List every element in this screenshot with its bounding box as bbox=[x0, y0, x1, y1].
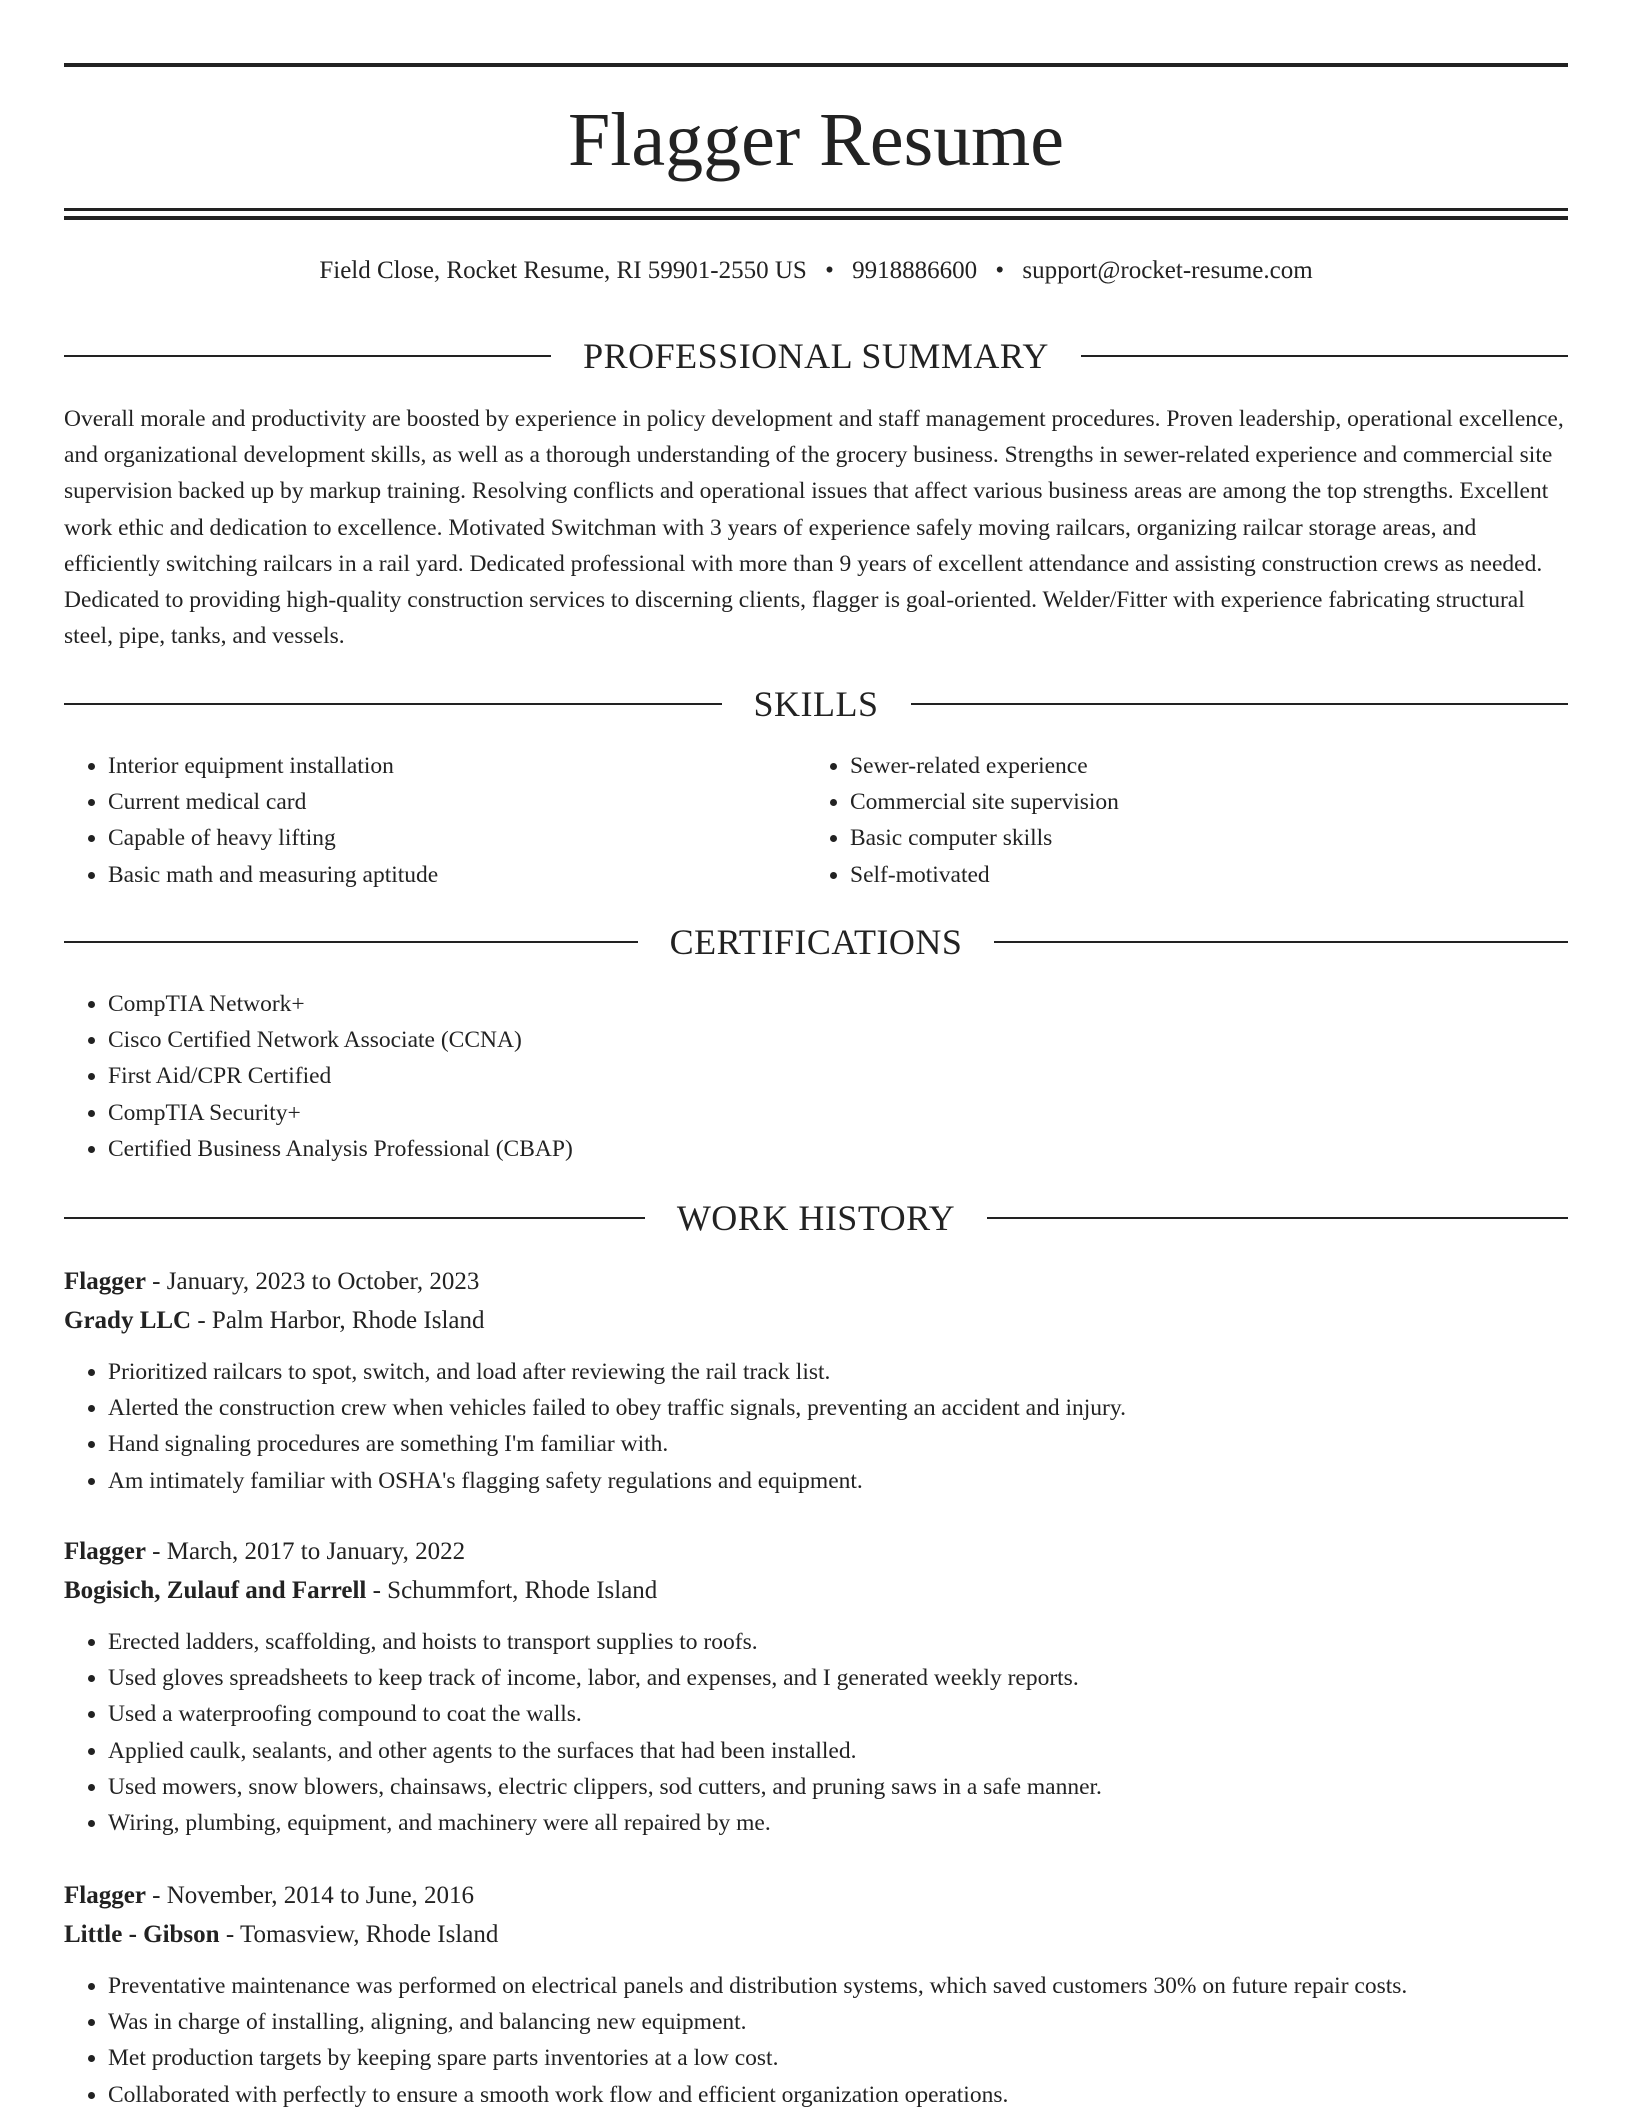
skill-item: • Sewer-related experience bbox=[850, 748, 1119, 784]
contact-separator: • bbox=[825, 257, 834, 284]
job-location: - Palm Harbor, Rhode Island bbox=[191, 1307, 485, 1334]
heading-rule bbox=[64, 941, 638, 943]
job-title-line bbox=[64, 1532, 1568, 1571]
section-title: SKILLS bbox=[753, 684, 879, 724]
section-title: PROFESSIONAL SUMMARY bbox=[583, 336, 1049, 376]
skills-list bbox=[64, 748, 438, 893]
certifications-list bbox=[64, 986, 573, 1167]
job-company-line bbox=[64, 1301, 1568, 1340]
certification-item: • CompTIA Security+ bbox=[108, 1095, 573, 1131]
top-rule bbox=[64, 63, 1568, 67]
job-title-line bbox=[64, 1262, 1568, 1301]
job-duty: • Applied caulk, sealants, and other agents to the surfaces that had been installed. bbox=[108, 1733, 1568, 1769]
job-duty: • Alerted the construction crew when vehicles failed to obey traffic signals, preventing an accident and injury. bbox=[108, 1390, 1568, 1426]
certification-item: • CompTIA Network+ bbox=[108, 986, 573, 1022]
heading-rule bbox=[64, 703, 722, 705]
contact-line bbox=[64, 254, 1568, 288]
skill-item: • Commercial site supervision bbox=[850, 784, 1119, 820]
skill-item: • Interior equipment installation bbox=[108, 748, 438, 784]
job-dates: - November, 2014 to June, 2016 bbox=[145, 1882, 475, 1909]
job-duties-list bbox=[64, 1968, 1568, 2113]
job-role: Flagger bbox=[64, 1268, 146, 1295]
job-duty: • Preventative maintenance was performed on electrical panels and distribution systems, which saved customers 30% on future repair costs. bbox=[108, 1968, 1568, 2004]
skills-list bbox=[806, 748, 1119, 893]
heading-rule bbox=[64, 355, 551, 357]
heading-rule bbox=[987, 1217, 1568, 1219]
job-duty: • Was in charge of installing, aligning, and balancing new equipment. bbox=[108, 2004, 1568, 2040]
job-duties-list bbox=[64, 1624, 1568, 1841]
title-double-rule bbox=[64, 208, 1568, 220]
certification-item: • First Aid/CPR Certified bbox=[108, 1058, 573, 1094]
job-duty: • Used a waterproofing compound to coat the walls. bbox=[108, 1696, 1568, 1732]
skill-item: • Current medical card bbox=[108, 784, 438, 820]
skill-item: • Self-motivated bbox=[850, 857, 1119, 893]
job-dates: - January, 2023 to October, 2023 bbox=[145, 1268, 480, 1295]
skill-item: • Basic computer skills bbox=[850, 820, 1119, 856]
job-title-line bbox=[64, 1876, 1568, 1915]
job-company: Little - Gibson bbox=[64, 1921, 220, 1948]
certification-item: • Certified Business Analysis Professional (CBAP) bbox=[108, 1131, 573, 1167]
contact-phone: 9918886600 bbox=[852, 257, 978, 284]
job-duty: • Collaborated with perfectly to ensure a smooth work flow and efficient organization operations. bbox=[108, 2077, 1568, 2113]
heading-rule bbox=[64, 1217, 645, 1219]
job-location: - Tomasview, Rhode Island bbox=[219, 1921, 499, 1948]
job-role: Flagger bbox=[64, 1538, 146, 1565]
heading-rule bbox=[911, 703, 1569, 705]
job-role: Flagger bbox=[64, 1882, 146, 1909]
job-entry bbox=[64, 1532, 1568, 1841]
job-dates: - March, 2017 to January, 2022 bbox=[145, 1538, 466, 1565]
job-duty: • Used mowers, snow blowers, chainsaws, electric clippers, sod cutters, and pruning saws in a safe manner. bbox=[108, 1769, 1568, 1805]
heading-rule bbox=[994, 941, 1568, 943]
section-heading-skills bbox=[64, 682, 1568, 726]
job-duty: • Prioritized railcars to spot, switch, and load after reviewing the rail track list. bbox=[108, 1354, 1568, 1390]
job-location: - Schummfort, Rhode Island bbox=[366, 1577, 658, 1604]
section-title: CERTIFICATIONS bbox=[669, 922, 963, 962]
job-company: Grady LLC bbox=[64, 1307, 192, 1334]
job-duty: • Erected ladders, scaffolding, and hoists to transport supplies to roofs. bbox=[108, 1624, 1568, 1660]
job-duty: • Am intimately familiar with OSHA's flagging safety regulations and equipment. bbox=[108, 1463, 1568, 1499]
summary-text: Overall morale and productivity are boosted by experience in policy development and staff management procedures. Proven leadership, operational excellence, and organizational development skills, as well as a thorough understanding of the grocery business. Strengths in sewer-related experience and commercial site supervision backed up by markup training. Resolving conflicts and operational issues that affect various business areas are among the top strengths. Excellent work ethic and dedication to excellence. Motivated Switchman with 3 years of experience safely moving railcars, organizing railcar storage areas, and efficiently switching railcars in a rail yard. Dedicated professional with more than 9 years of excellent attendance and assisting construction crews as needed. Dedicated to providing high-quality construction services to discerning clients, flagger is goal-oriented. Welder/Fitter with experience fabricating structural steel, pipe, tanks, and vessels. bbox=[64, 406, 1564, 650]
contact-separator: • bbox=[995, 257, 1005, 284]
job-duty: • Hand signaling procedures are something I'm familiar with. bbox=[108, 1426, 1568, 1462]
skills-column-right bbox=[806, 748, 1119, 893]
job-entry bbox=[64, 1876, 1568, 2113]
section-title: WORK HISTORY bbox=[676, 1198, 956, 1238]
certification-item: • Cisco Certified Network Associate (CCNA) bbox=[108, 1022, 573, 1058]
skill-item: • Basic math and measuring aptitude bbox=[108, 857, 438, 893]
skill-item: • Capable of heavy lifting bbox=[108, 820, 438, 856]
section-heading-certifications bbox=[64, 920, 1568, 964]
certifications-block bbox=[64, 986, 573, 1167]
job-company-line bbox=[64, 1571, 1568, 1610]
job-entry bbox=[64, 1262, 1568, 1499]
contact-email: support@rocket-resume.com bbox=[1022, 257, 1313, 284]
skills-column-left bbox=[64, 748, 438, 893]
job-duty: • Wiring, plumbing, equipment, and machinery were all repaired by me. bbox=[108, 1805, 1568, 1841]
job-company: Bogisich, Zulauf and Farrell bbox=[64, 1577, 367, 1604]
job-company-line bbox=[64, 1915, 1568, 1954]
job-duties-list bbox=[64, 1354, 1568, 1499]
job-duty: • Used gloves spreadsheets to keep track of income, labor, and expenses, and I generated weekly reports. bbox=[108, 1660, 1568, 1696]
section-heading-work-history bbox=[64, 1196, 1568, 1240]
job-duty: • Met production targets by keeping spare parts inventories at a low cost. bbox=[108, 2040, 1568, 2076]
resume-title: Flagger Resume bbox=[567, 98, 1064, 182]
heading-rule bbox=[1081, 355, 1568, 357]
section-heading-summary bbox=[64, 334, 1568, 378]
contact-address: Field Close, Rocket Resume, RI 59901-2550 US bbox=[319, 257, 807, 284]
